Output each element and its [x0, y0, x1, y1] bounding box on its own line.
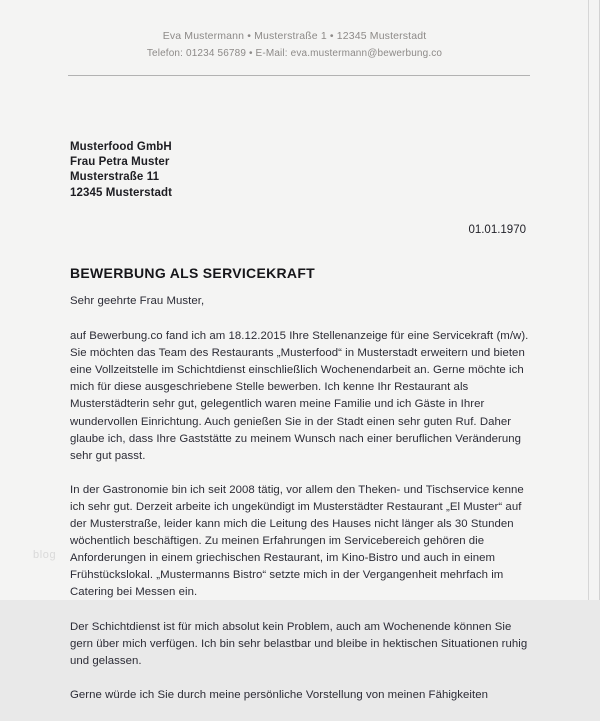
body-paragraph-4: Gerne würde ich Sie durch meine persönliche Vorstellung von meinen Fähigkeiten	[70, 688, 488, 701]
recipient-street: Musterstraße 11	[70, 171, 160, 184]
letterhead	[0, 28, 589, 62]
body-paragraph-3: Der Schichtdienst ist für mich absolut kein Problem, auch am Wochenende können Sie gern über mich verfügen. Ich bin sehr belastbar und bleibe in hektischen Situationen ruhig und gelassen.	[70, 620, 528, 667]
recipient-address-block	[70, 140, 172, 201]
blog-watermark: blog	[33, 549, 57, 561]
body-paragraph-2: In der Gastronomie bin ich seit 2008 tätig, vor allem den Theken- und Tischservice kenne ich sehr gut. Derzeit arbeite ich ungekündigt im Musterstädter Restaurant „El Muster“ auf der Musterstraße, leider kann mich die Leitung des Hauses nicht länger als 30 Stunden wöchentlich beschäftigen. Zu meinen Erfahrungen im Servicebereich gehören die Anforderungen in einem griechischen Restaurant, im Kino-Bistro und auch in einem Frühstückslokal. „Mustermanns Bistro“ setzte mich in der Vergangenheit mehrfach im Catering bei Messen ein.	[70, 483, 524, 599]
letter-date: 01.01.1970	[468, 224, 526, 236]
body-paragraph-1: auf Bewerbung.co fand ich am 18.12.2015 Ihre Stellenanzeige für eine Servicekraft (m/w). Sie möchten das Team des Restaurants „Musterfood“ in Musterstadt erweitern und bieten eine Vollzeitstelle im Schichtdienst einschließlich Wochenendarbeit an. Gerne möchte ich mich für diese ausgeschriebene Stelle bewerben. Ich kenne Ihr Restaurant als Musterstädterin sehr gut, gelegentlich waren meine Familie und ich Gäste in Ihrer wundervollen Einrichtung. Auch genießen Sie in der Stadt einen sehr guten Ruf. Daher glaube ich, dass Ihre Gaststätte zu meinem Wunsch nach einer beruflichen Veränderung sehr gut passt.	[70, 330, 529, 462]
letterhead-sender-line: Eva Mustermann • Musterstraße 1 • 12345 Musterstadt	[162, 30, 427, 42]
letter-body	[70, 293, 532, 721]
recipient-city: 12345 Musterstadt	[70, 186, 173, 199]
letter-subject: BEWERBUNG ALS SERVICEKRAFT	[70, 265, 316, 281]
header-divider	[68, 75, 530, 76]
recipient-company: Musterfood GmbH	[70, 141, 172, 153]
letterhead-contact-line: Telefon: 01234 56789 • E-Mail: eva.mustermann@bewerbung.co	[146, 48, 443, 59]
recipient-contact: Frau Petra Muster	[70, 156, 170, 169]
salutation: Sehr geehrte Frau Muster,	[70, 295, 205, 307]
